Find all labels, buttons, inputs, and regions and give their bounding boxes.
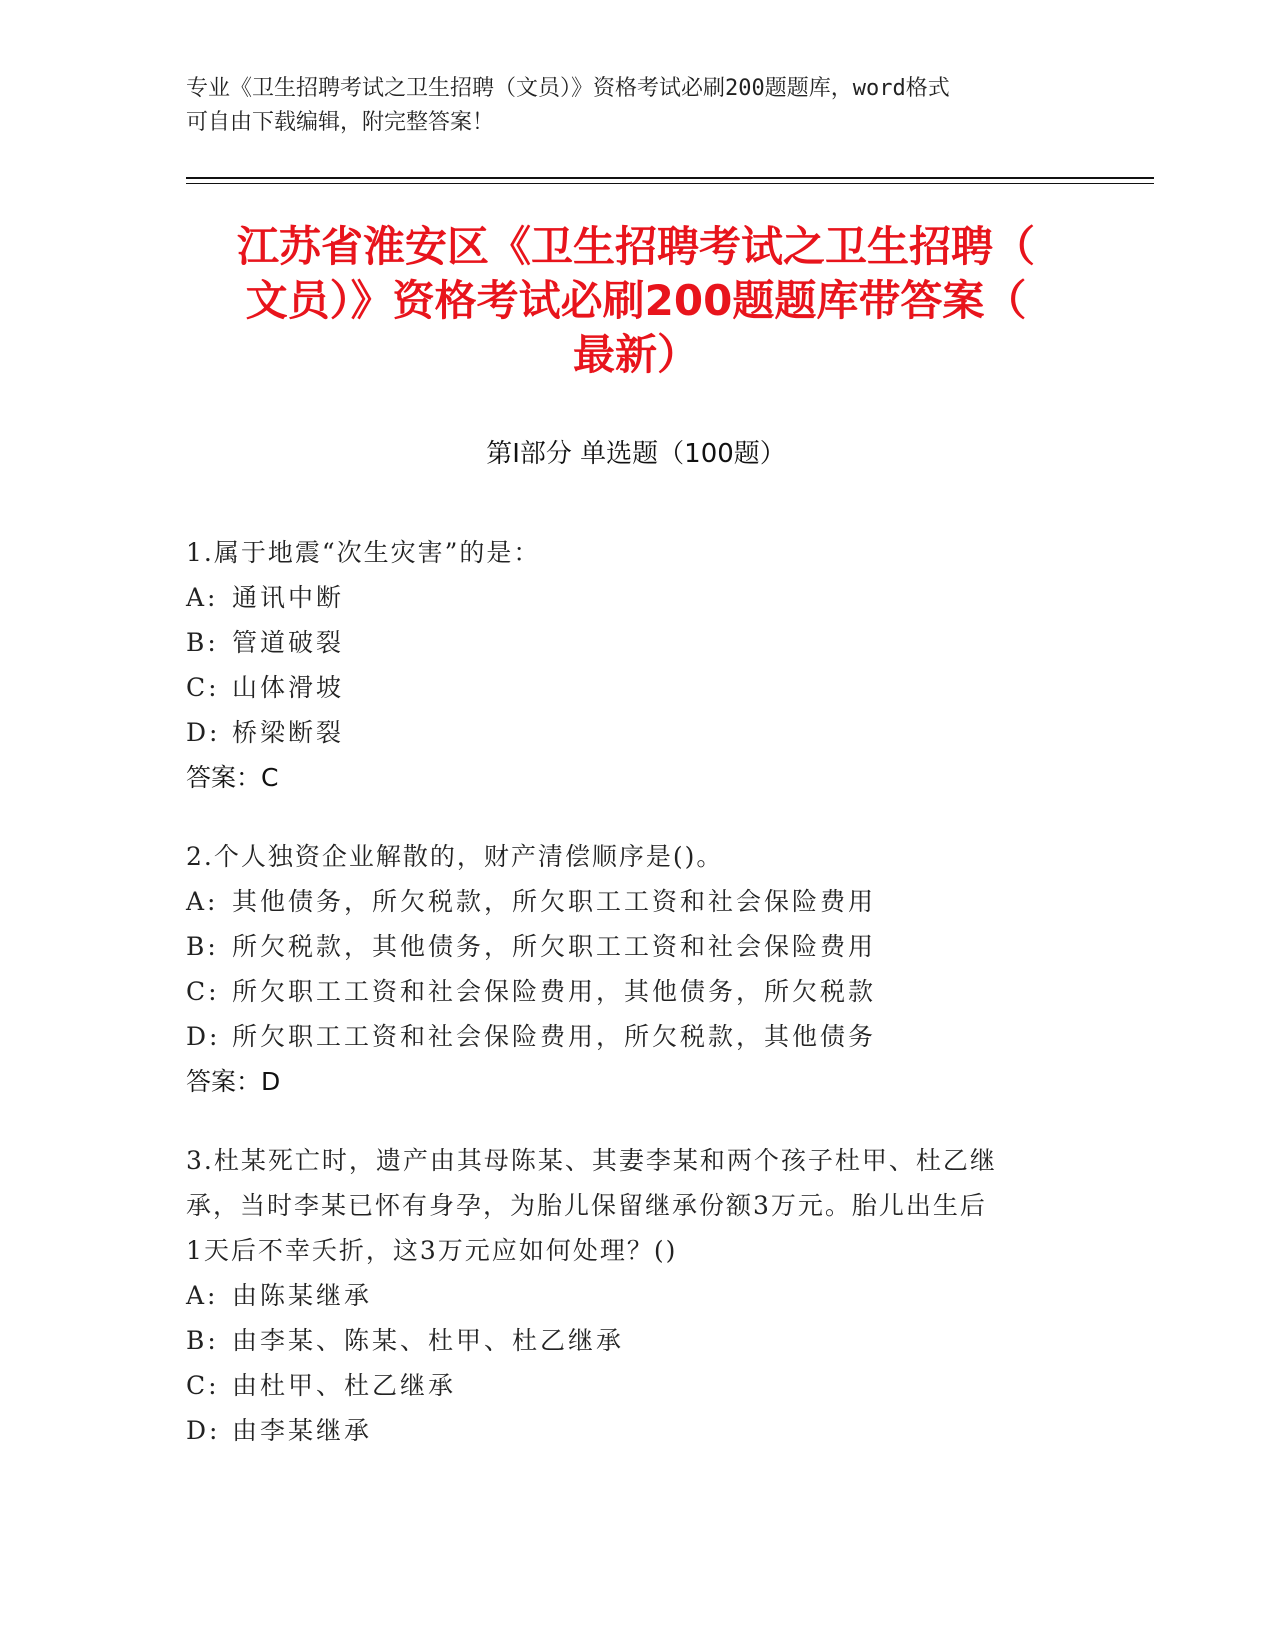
answer-line: 答案：C xyxy=(186,763,279,792)
option-text: 由李某、陈某、杜甲、杜乙继承 xyxy=(232,1326,625,1355)
option-text: 管道破裂 xyxy=(232,628,345,657)
document-title-line-2: 文员）》资格考试必刷200题题库带答案（ xyxy=(245,276,1027,325)
question-2 xyxy=(186,834,1066,1104)
option-key: A: xyxy=(186,583,219,612)
option-b xyxy=(186,1318,1066,1363)
option-d xyxy=(186,1408,1066,1453)
header-divider-thick xyxy=(186,177,1154,179)
option-a xyxy=(186,575,1066,620)
option-text: 其他债务，所欠税款，所欠职工工资和社会保险费用 xyxy=(232,887,877,916)
question-3 xyxy=(186,1138,1066,1453)
option-text: 所欠职工工资和社会保险费用，其他债务，所欠税款 xyxy=(232,977,877,1006)
answer-line: 答案：D xyxy=(186,1067,281,1096)
question-stem-line-2: 承，当时李某已怀有身孕，为胎儿保留继承份额3万元。胎儿出生后 xyxy=(186,1191,987,1220)
option-text: 山体滑坡 xyxy=(232,673,345,702)
option-b xyxy=(186,924,1066,969)
option-key: B: xyxy=(186,932,219,961)
question-stem: 2.个人独资企业解散的，财产清偿顺序是()。 xyxy=(186,842,724,871)
question-stem: 1.属于地震“次生灾害”的是： xyxy=(186,538,541,567)
option-c xyxy=(186,665,1066,710)
option-text: 通讯中断 xyxy=(232,583,345,612)
question-list xyxy=(186,530,1066,1487)
header-note-line-2: 可自由下载编辑，附完整答案！ xyxy=(186,110,495,135)
document-title xyxy=(186,220,1086,382)
option-a xyxy=(186,879,1066,924)
section-heading: 第Ⅰ部分 单选题（100题） xyxy=(486,439,786,469)
document-title-line-1: 江苏省淮安区《卫生招聘考试之卫生招聘（ xyxy=(236,222,1035,271)
option-c xyxy=(186,1363,1066,1408)
header-divider-thin xyxy=(186,183,1154,184)
option-key: D: xyxy=(186,718,221,747)
option-key: D: xyxy=(186,1022,221,1051)
option-text: 所欠职工工资和社会保险费用，所欠税款，其他债务 xyxy=(232,1022,877,1051)
header-note-line-1: 专业《卫生招聘考试之卫生招聘（文员）》资格考试必刷200题题库，word格式 xyxy=(186,76,950,101)
header-note xyxy=(186,72,1086,140)
option-d xyxy=(186,710,1066,755)
option-key: C: xyxy=(186,1371,220,1400)
option-text: 由陈某继承 xyxy=(232,1281,373,1310)
option-d xyxy=(186,1014,1066,1059)
option-text: 由李某继承 xyxy=(232,1416,373,1445)
option-key: A: xyxy=(186,1281,219,1310)
option-key: B: xyxy=(186,1326,219,1355)
question-stem-line-3: 1天后不幸夭折，这3万元应如何处理？() xyxy=(186,1236,678,1265)
option-text: 由杜甲、杜乙继承 xyxy=(232,1371,457,1400)
option-text: 桥梁断裂 xyxy=(232,718,345,747)
option-key: D: xyxy=(186,1416,221,1445)
option-key: C: xyxy=(186,977,220,1006)
option-key: C: xyxy=(186,673,220,702)
question-stem-line-1: 3.杜某死亡时，遗产由其母陈某、其妻李某和两个孩子杜甲、杜乙继 xyxy=(186,1146,997,1175)
option-b xyxy=(186,620,1066,665)
option-text: 所欠税款，其他债务，所欠职工工资和社会保险费用 xyxy=(232,932,877,961)
document-title-line-3: 最新） xyxy=(572,330,699,379)
option-a xyxy=(186,1273,1066,1318)
option-key: A: xyxy=(186,887,219,916)
option-key: B: xyxy=(186,628,219,657)
question-1 xyxy=(186,530,1066,800)
option-c xyxy=(186,969,1066,1014)
